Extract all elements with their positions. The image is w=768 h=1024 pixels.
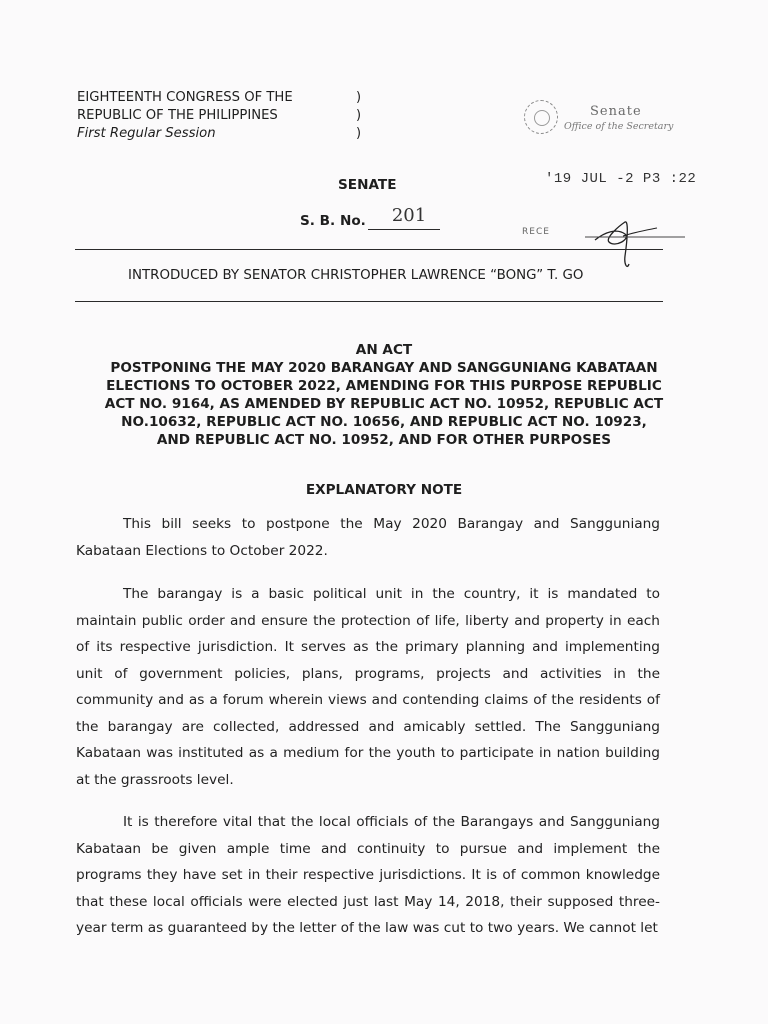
congress-line-2: REPUBLIC OF THE PHILIPPINES xyxy=(77,108,278,123)
congress-line-1: EIGHTEENTH CONGRESS OF THE xyxy=(77,90,293,105)
sb-label: S. B. No. xyxy=(300,213,366,229)
title-line-4: NO.10632, REPUBLIC ACT NO. 10656, AND REPUBLIC ACT NO. 10923, xyxy=(121,414,647,430)
paragraph-2-text: The barangay is a basic political unit in the country, it is mandated to maintain public order and ensure the protection of life, liberty and property in each of its respective jurisdiction. It serves as the primary planning and implementing unit of government policies, plans, programs, projects and activities in the community and as a forum wherein views and contending claims of the residents of the barangay are collected, addressed and amicably settled. The Sangguniang Kabataan was instituted as a medium for the youth to participate in nation building at the grassroots level. xyxy=(76,586,660,788)
explanatory-note-heading: EXPLANATORY NOTE xyxy=(305,482,463,498)
paragraph-1-text: This bill seeks to postpone the May 2020 Barangay and Sangguniang Kabataan Elections to October 2022. xyxy=(76,516,660,559)
an-act-label: AN ACT xyxy=(355,342,413,358)
stamp-date: '19 JUL -2 P3 :22 xyxy=(545,171,697,187)
chamber-label: SENATE xyxy=(338,177,397,193)
introduced-by: INTRODUCED BY SENATOR CHRISTOPHER LAWRENCE “BONG” T. GO xyxy=(128,268,584,283)
paragraph-3 xyxy=(76,809,660,1019)
paragraph-1 xyxy=(76,511,660,564)
senate-seal-icon xyxy=(524,100,558,134)
signature-icon xyxy=(585,212,689,274)
sb-number: 201 xyxy=(391,205,427,226)
stamp-office: Office of the Secretary xyxy=(564,121,674,132)
paragraph-3-text: It is therefore vital that the local officials of the Barangays and Sangguniang Kabataan be given ample time and continuity to pursue and implement the programs they have set in their respective jurisdictions. It is of common knowledge that these local officials were elected just last May 14, 2018, their supposed three-year term as guaranteed by the letter of the law was cut to two years. We cannot let xyxy=(76,814,660,936)
title-line-5: AND REPUBLIC ACT NO. 10952, AND FOR OTHER PURPOSES xyxy=(156,432,612,448)
sb-number-underline xyxy=(368,229,440,230)
title-line-2: ELECTIONS TO OCTOBER 2022, AMENDING FOR THIS PURPOSE REPUBLIC xyxy=(106,378,662,394)
paragraph-2 xyxy=(76,581,660,793)
session-label: First Regular Session xyxy=(77,126,216,141)
paren-2: ) xyxy=(356,108,362,123)
title-line-1: POSTPONING THE MAY 2020 BARANGAY AND SANGGUNIANG KABATAAN xyxy=(110,360,658,376)
title-line-3: ACT NO. 9164, AS AMENDED BY REPUBLIC ACT NO. 10952, REPUBLIC ACT xyxy=(104,396,664,412)
paren-1: ) xyxy=(356,90,362,105)
paren-3: ) xyxy=(356,126,362,141)
divider-top xyxy=(75,249,663,250)
stamp-senate: Senate xyxy=(590,104,642,119)
divider-bottom xyxy=(75,301,663,302)
stamp-received: RECE xyxy=(522,227,550,237)
